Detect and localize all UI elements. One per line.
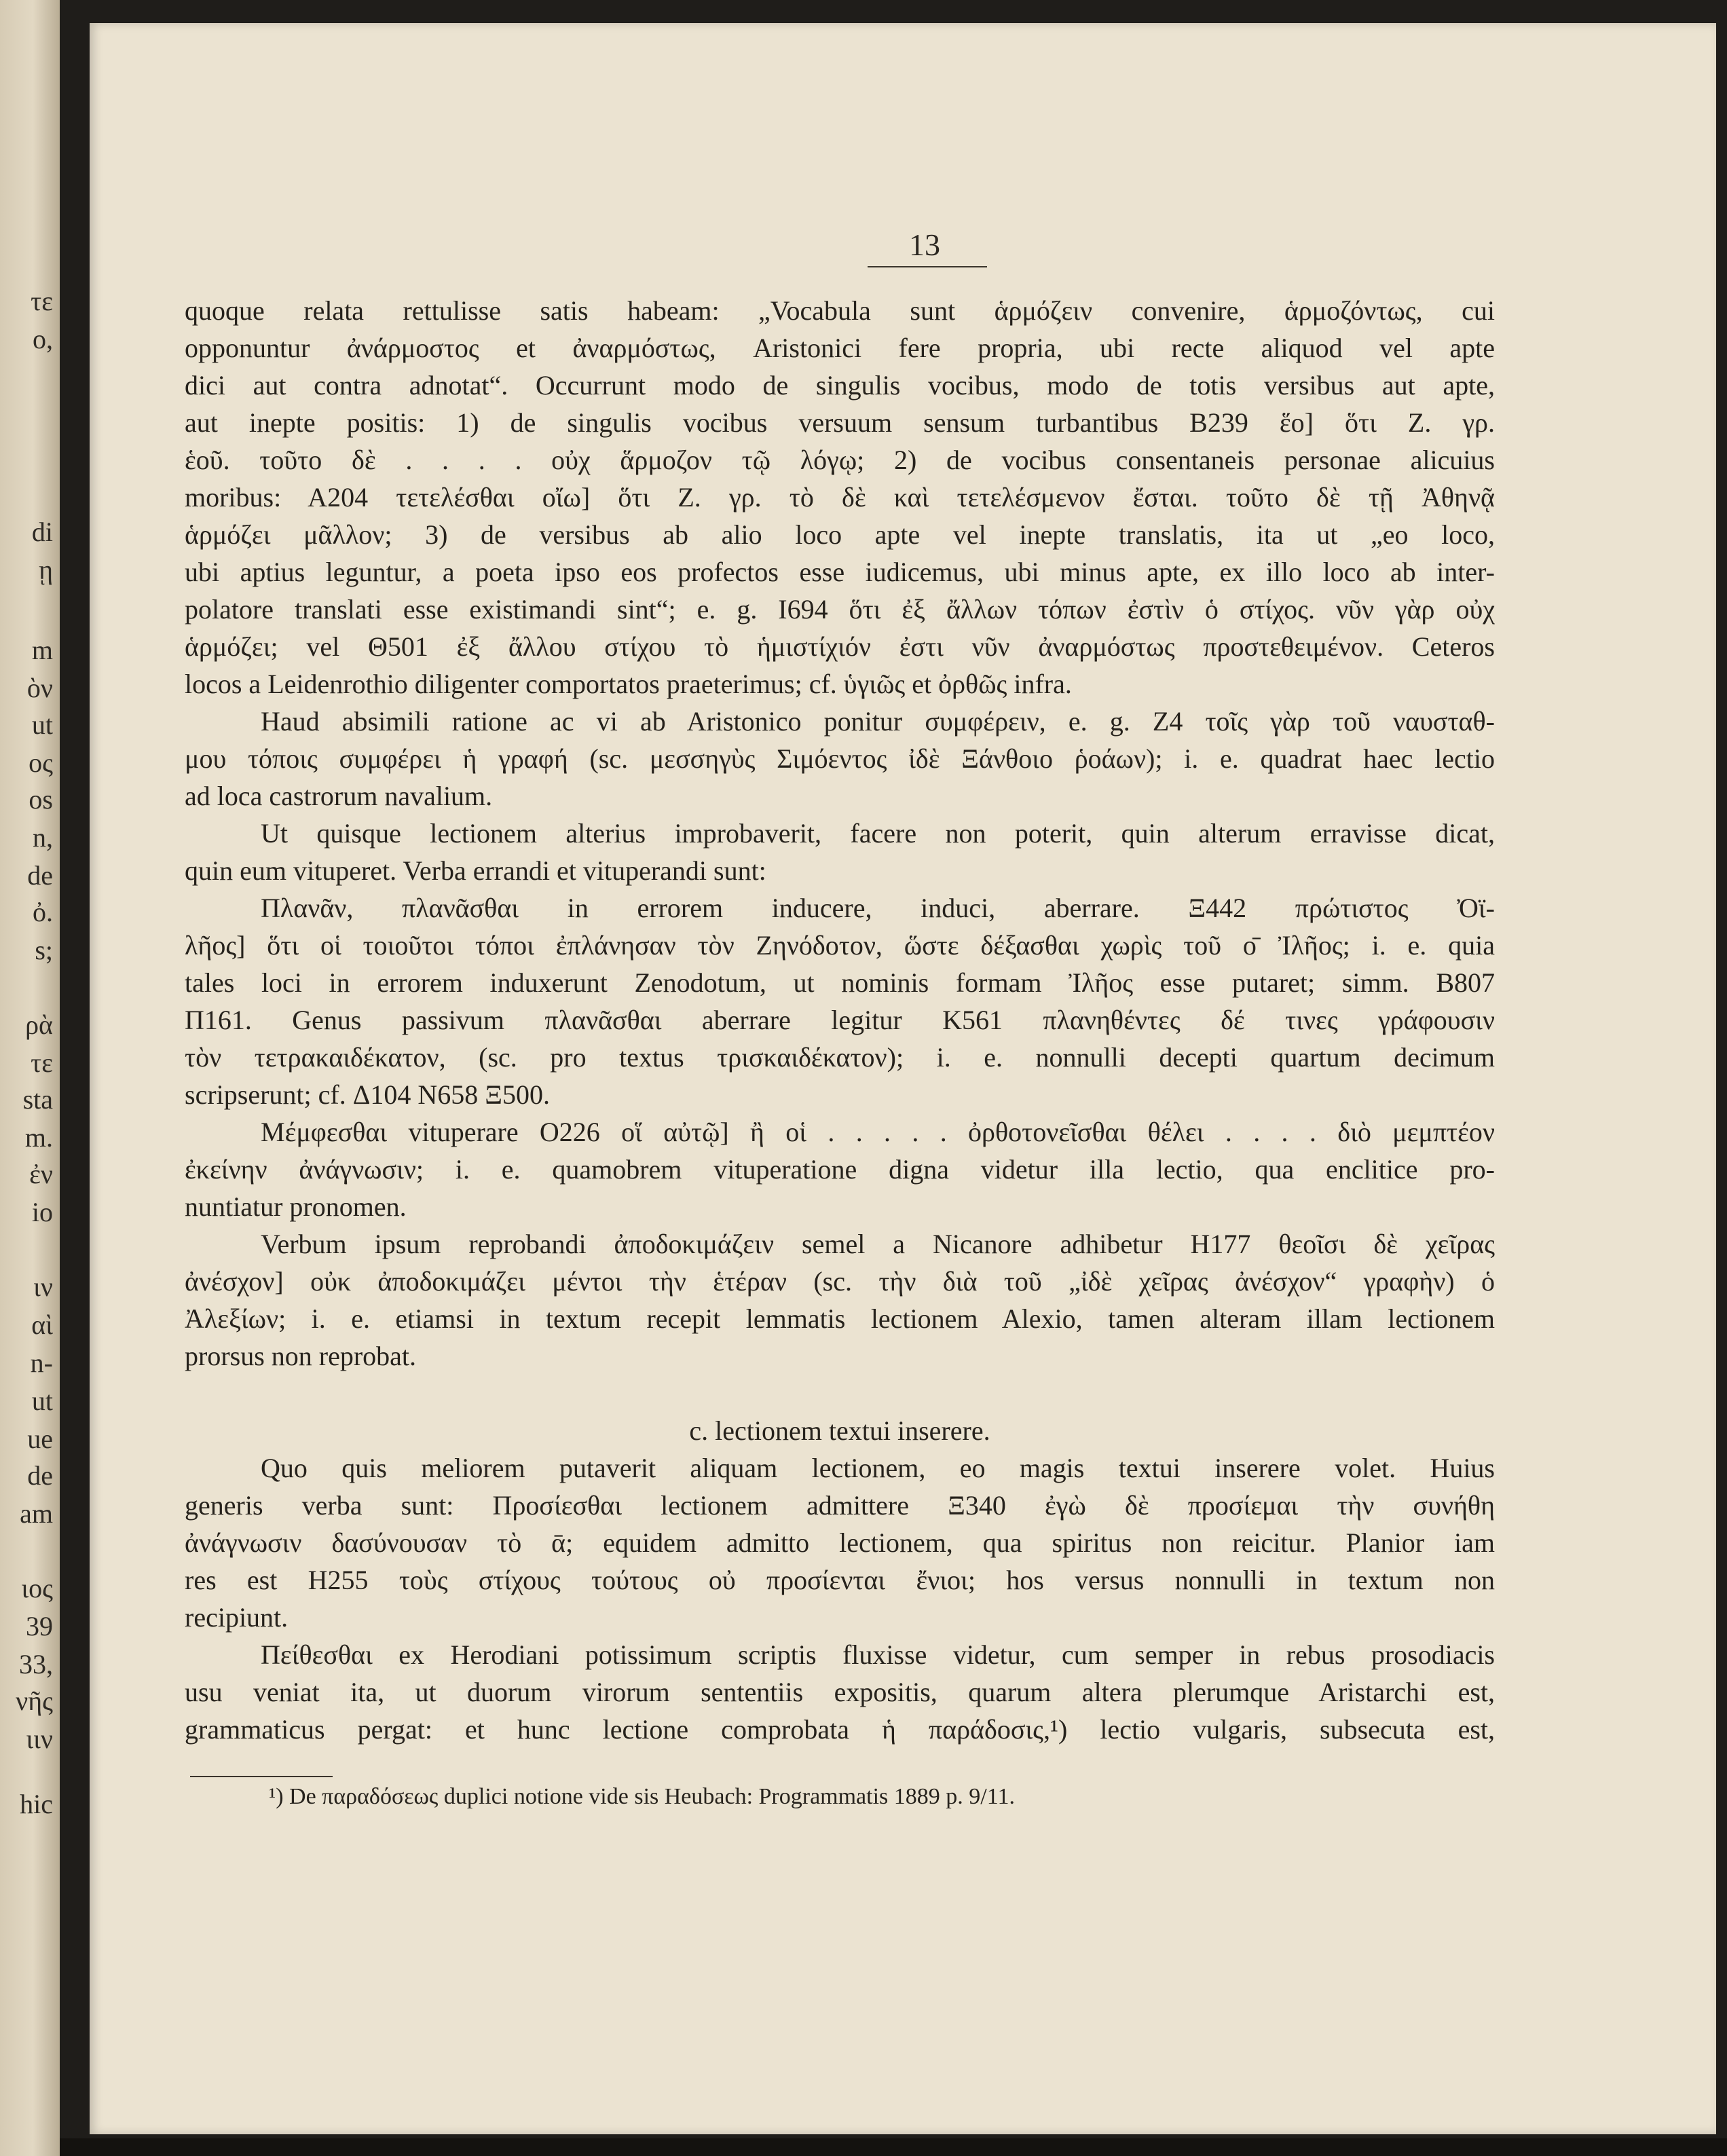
text-line: ἁρμόζει; vel Θ501 ἐξ ἄλλου στίχου τὸ ἡμιστίχιόν ἐστι νῦν ἀναρμόστως προστεθειμένον. Ceteros — [185, 631, 1495, 662]
text-line: recipiunt. — [185, 1602, 289, 1633]
margin-fragment: τε — [31, 286, 53, 316]
margin-fragment: di — [31, 517, 53, 547]
margin-fragment: io — [31, 1197, 53, 1227]
text-line: Quo quis meliorem putaverit aliquam lectionem, eo magis textui inserere volet. Huius — [261, 1453, 1495, 1483]
text-line: Verbum ipsum reprobandi ἀποδοκιμάζειν semel a Nicanore adhibetur H177 θεοῖσι δὲ χεῖρας — [261, 1229, 1495, 1259]
text-line: nuntiatur pronomen. — [185, 1191, 407, 1222]
text-line: polatore translati esse existimandi sint“; e. g. I694 ὅτι ἐξ ἄλλων τόπων ἐστὶν ὁ στίχος. νῦν γὰρ οὐχ — [185, 594, 1495, 625]
book-page — [90, 23, 1716, 2134]
text-line: generis verba sunt: Προσίεσθαι lectionem admittere Ξ340 ἐγὼ δὲ προσίεμαι τὴν συνήθη — [185, 1490, 1495, 1521]
text-line: quoque relata rettulisse satis habeam: „Vocabula sunt ἁρμόζειν convenire, ἁρμοζόντως, cui — [185, 295, 1495, 326]
text-line: tales loci in errorem induxerunt Zenodotum, ut nominis formam Ἰλῆος esse putaret; simm. B807 — [185, 967, 1495, 998]
text-line: ad loca castrorum navalium. — [185, 781, 493, 811]
text-line: ἀνέσχον] οὐκ ἀποδοκιμάζει μέντοι τὴν ἑτέραν (sc. τὴν διὰ τοῦ „ἰδὲ χεῖρας ἀνέσχον“ γραφὴν) ὁ — [185, 1266, 1495, 1297]
margin-fragment: s; — [35, 935, 53, 965]
margin-fragment: ὸν — [26, 673, 53, 703]
margin-fragment: ιιν — [26, 1724, 53, 1754]
margin-fragment: ιος — [21, 1573, 53, 1603]
margin-fragment: ἐν — [29, 1159, 53, 1189]
margin-fragment: ut — [31, 1386, 53, 1416]
text-line: Ut quisque lectionem alterius improbaverit, facere non poterit, quin alterum erravisse dicat, — [261, 818, 1495, 849]
margin-fragment: ιν — [33, 1271, 53, 1302]
margin-fragment: ὀ. — [33, 897, 53, 927]
footnote: ¹) De παραδόσεως duplici notione vide sis Heubach: Programmatis 1889 p. 9/11. — [269, 1784, 1015, 1809]
margin-fragment: os — [29, 784, 53, 815]
margin-fragment: hic — [20, 1789, 53, 1819]
text-line: quin eum vituperet. Verba errandi et vituperandi sunt: — [185, 855, 766, 886]
text-line: Μέμφεσθαι vituperare O226 οἵ αὐτῷ] ἢ οἱ . . . . . ὀρθοτονεῖσθαι θέλει . . . . διὸ μεμπτέον — [261, 1117, 1495, 1147]
margin-fragment: ρὰ — [25, 1009, 53, 1040]
margin-fragment: m. — [24, 1122, 53, 1153]
text-line: Πείθεσθαι ex Herodiani potissimum scriptis fluxisse videtur, cum semper in rebus prosodiacis — [261, 1639, 1495, 1670]
margin-fragment: ut — [31, 709, 53, 740]
text-line: Ἀλεξίων; i. e. etiamsi in textum recepit lemmatis lectionem Alexio, tamen alteram illam lectionem — [185, 1303, 1495, 1334]
body-text — [185, 292, 1495, 1748]
text-line: res est H255 τοὺς στίχους τούτους οὐ προσίενται ἔνιοι; hos versus nonnulli in textum non — [185, 1565, 1495, 1595]
margin-fragment: τε — [31, 1047, 53, 1078]
margin-fragment: αὶ — [31, 1309, 53, 1340]
margin-fragment: de — [27, 1460, 53, 1491]
text-line: μου τόποις συμφέρει ἡ γραφή (sc. μεσσηγὺς Σιμόεντος ἰδὲ Ξάνθοιο ῥοάων); i. e. quadrat haec lectio — [185, 743, 1495, 774]
text-line: Πλανᾶν, πλανᾶσθαι in errorem inducere, induci, aberrare. Ξ442 πρώτιστος Ὀϊ- — [261, 893, 1495, 923]
footnote-rule — [190, 1776, 333, 1777]
margin-fragment: n, — [33, 822, 53, 853]
text-line: λῆος] ὅτι οἱ τοιοῦτοι τόποι ἐπλάνησαν τὸν Ζηνόδοτον, ὥστε δέξασθαι χωρὶς τοῦ ο̄ Ἰλῆος; i. e. quia — [185, 930, 1495, 961]
text-line: opponuntur ἀνάρμοστος et ἀναρμόστως, Aristonici fere propria, ubi recte aliquod vel apte — [185, 333, 1495, 363]
text-line: Haud absimili ratione ac vi ab Aristonico ponitur συμφέρειν, e. g. Z4 τοῖς γὰρ τοῦ ναυσταθ- — [261, 706, 1495, 737]
margin-fragment: o, — [33, 324, 53, 354]
margin-fragment: νῆς — [16, 1686, 53, 1716]
margin-fragment: 39 — [26, 1611, 53, 1641]
margin-fragment: ue — [27, 1424, 53, 1454]
text-line: ubi aptius leguntur, a poeta ipso eos profectos esse iudicemus, ubi minus apte, ex illo loco ab inter- — [185, 557, 1495, 587]
text-line: Π161. Genus passivum πλανᾶσθαι aberrare legitur K561 πλανηθέντες δέ τινες γράφουσιν — [185, 1005, 1495, 1035]
margin-fragment: de — [27, 860, 53, 891]
text-line: usu veniat ita, ut duorum virorum sententiis expositis, quarum altera plerumque Aristarchi est, — [185, 1677, 1495, 1707]
text-line: ἁρμόζει μᾶλλον; 3) de versibus ab alio loco apte vel inepte translatis, ita ut „eo loco, — [185, 519, 1495, 550]
text-line: prorsus non reprobat. — [185, 1341, 417, 1371]
scan-border — [60, 2138, 1727, 2156]
text-line: τὸν τετρακαιδέκατον, (sc. pro textus τρισκαιδέκατον); i. e. nonnulli decepti quartum decimum — [185, 1042, 1495, 1073]
page-number-rule — [868, 266, 987, 267]
margin-fragment: am — [20, 1498, 53, 1529]
text-line: ἀνάγνωσιν δασύνουσαν τὸ ᾱ; equidem admitto lectionem, qua spiritus non reicitur. Planior iam — [185, 1527, 1495, 1558]
margin-fragment: ῃ — [39, 555, 53, 585]
margin-fragment: ος — [29, 747, 53, 778]
margin-fragment: sta — [22, 1084, 53, 1115]
margin-fragment: 33, — [19, 1649, 53, 1679]
text-line: ἑοῦ. τοῦτο δὲ . . . . οὐχ ἅρμοζον τῷ λόγῳ; 2) de vocibus consentaneis personae alicuius — [185, 445, 1495, 475]
text-line: moribus: A204 τετελέσθαι οἴω] ὅτι Z. γρ. τὸ δὲ καὶ τετελέσμενον ἔσται. τοῦτο δὲ τῇ Ἀθηνᾷ — [185, 482, 1495, 513]
left-page-edge — [0, 0, 60, 2156]
blank-line — [185, 1375, 1495, 1412]
text-line: ἐκείνην ἀνάγνωσιν; i. e. quamobrem vituperatione digna videtur illa lectio, qua enclitice pro- — [185, 1154, 1495, 1185]
margin-fragment: n- — [30, 1348, 53, 1378]
text-line: aut inepte positis: 1) de singulis vocibus versuum sensum turbantibus B239 ἕο] ὅτι Z. γρ. — [185, 407, 1495, 438]
text-line: grammaticus pergat: et hunc lectione comprobata ἡ παράδοσις,¹) lectio vulgaris, subsecuta est, — [185, 1714, 1495, 1745]
text-line: locos a Leidenrothio diligenter comportatos praeterimus; cf. ὑγιῶς et ὀρθῶς infra. — [185, 669, 1072, 699]
section-heading: c. lectionem textui inserere. — [689, 1415, 990, 1446]
margin-fragment: m — [31, 635, 53, 665]
text-line: dici aut contra adnotat“. Occurrunt modo de singulis vocibus, modo de totis versibus aut apte, — [185, 370, 1495, 401]
page-number: 13 — [909, 227, 940, 262]
text-line: scripserunt; cf. Δ104 N658 Ξ500. — [185, 1079, 551, 1110]
